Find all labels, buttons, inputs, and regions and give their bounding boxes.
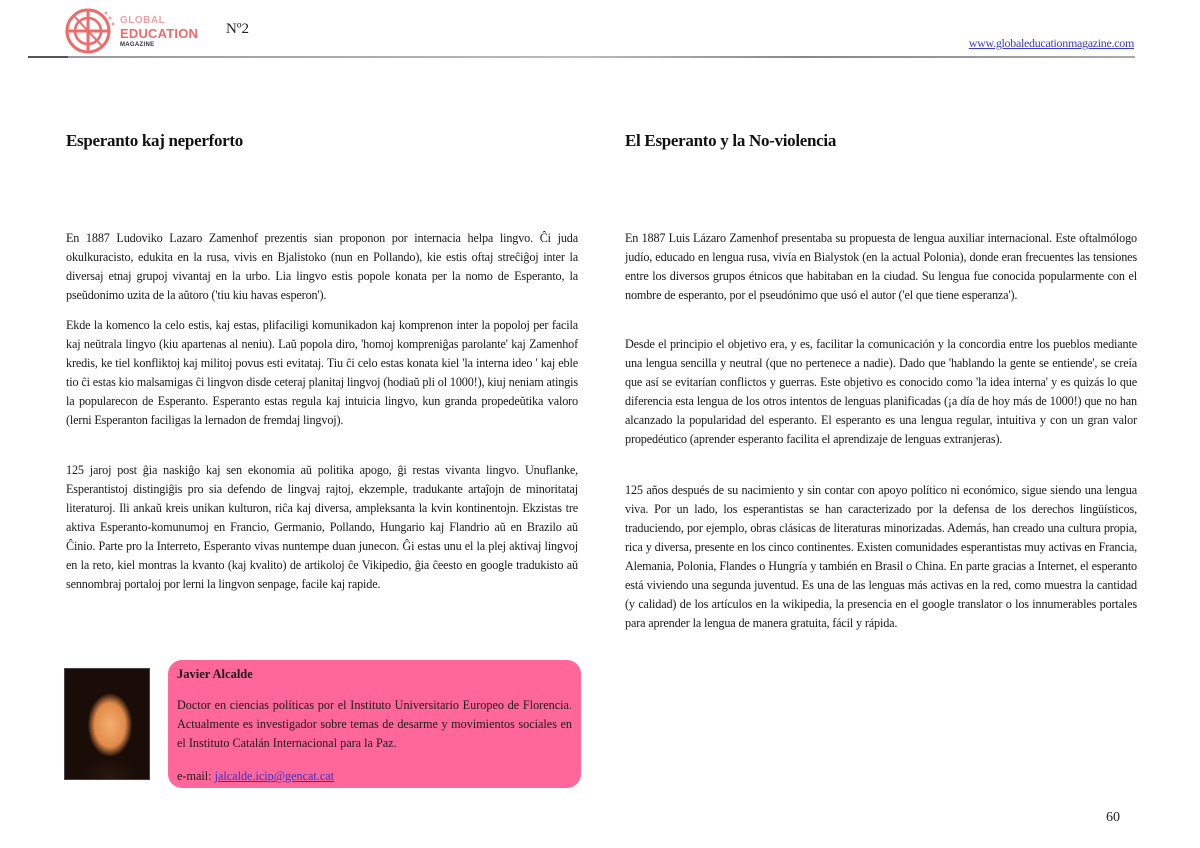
paragraph: Ekde la komenco la celo estis, kaj estas, plifaciligi komunikadon kaj komprenon inter la popoloj per facila kaj neŭtrala lingvo (kiu apartenas al neniu). Laŭ popola diro, 'homoj kompreniĝas parolante' kaj Zamenhof kredis, ke tiel konfliktoj kaj militoj povus esti evitataj. Tiu ĉi celo estas konata kiel 'la interna ideo ' kaj eble tio ĉi estas kio malsamigas ĉi lingvon disde ceteraj planitaj lingvoj (hodiaŭ pli ol 1000!), kiuj neniam atingis la popularecon de Esperanto. Esperanto estas regula kaj intuicia lingvo, kun granda propedeŭtika valoro (lerni Esperanton faciligas la lernadon de fremdaj lingvoj). — [66, 318, 578, 427]
paragraph: 125 años después de su nacimiento y sin contar con apoyo político ni económico, sigue siendo una lengua viva. Por un lado, los esperantistas se han caracterizado por la defensa de los derechos lingüísticos, traduciendo, por ejemplo, obras clásicas de literaturas minorizadas. Además, han creado una cultura propia, rica y diversa, presente en los cinco continentes. Existen comunidades esperantistas muy activas en Francia, Alemania, Polonia, Flandes o Hungría y también en Brasil o China. En parte gracias a Internet, el esperanto está viviendo una segunda juventud. Es una de las lenguas más activas en la red, como muestra la cantidad (y calidad) de los artículos en la wikipedia, la presencia en el google translator o los innumerables portales para aprender la lengua de manera gratuita, fácil y rápida. — [625, 483, 1137, 630]
paragraph: Desde el principio el objetivo era, y es, facilitar la comunicación y la concordia entre los pueblos mediante una lengua sencilla y neutral (que no pertenece a nadie). Dado que 'hablando la gente se entiende', se creía que así se evitarían conflictos y guerras. Este objetivo es conocido como 'la idea interna' y es quizás lo que diferencia esta lengua de los otros intentos de lenguas planificadas (¡a día de hoy más de 1000!) que no han alcanzado la popularidad del esperanto. El esperanto es una lengua regular, intuitiva y con un gran valor propedéutico (aprender esperanto facilita el aprendizaje de lenguas extranjeras). — [625, 337, 1137, 446]
author-name: Javier Alcalde — [177, 667, 253, 681]
author-photo — [64, 668, 150, 780]
paragraph: 125 jaroj post ĝia naskiĝo kaj sen ekonomia aŭ politika apogo, ĝi restas vivanta lingvo. Unuflanke, Esperantistoj distingiĝis pro sia defendo de lingvaj rajtoj, ekzemple, tradukante artaĵojn de minoritataj literaturoj. Ili ankaŭ kreis unikan kulturon, riĉa kaj diversa, ampleksanta la kvin kontinentojn. Ekzistas tre aktiva Esperanto-komunumoj en Francio, Germanio, Pollando, Hungario kaj Flandrio aŭ en Brazilo aŭ Ĉinio. Parte pro la Interreto, Esperanto vivas nuntempe duan junecon. Ĝi estas unu el la plej aktivaj lingvoj en la reto, kiel montras la kvanto (kaj kvalito) de artikoloj ĉe Vikipedio, ĝia ĉeesto en google tradukisto aŭ sennombraj portaloj por lerni la lingvon senpage, facile kaj rapide. — [66, 463, 578, 591]
page-number: 60 — [1106, 810, 1120, 825]
logo-text-education: EDUCATION — [120, 26, 199, 41]
article-title-esperanto: Esperanto kaj neperforto — [66, 131, 243, 150]
author-email-link[interactable]: jalcalde.icip@gencat.cat — [214, 769, 335, 783]
issue-number: Nº2 — [226, 21, 249, 37]
header-divider — [28, 56, 1135, 58]
logo-globe-icon — [64, 6, 116, 56]
author-email-line — [177, 768, 572, 784]
author-bio-box — [168, 660, 581, 788]
page-header — [0, 0, 1200, 62]
email-label: e-mail: — [177, 769, 215, 783]
logo-text-magazine: MAGAZINE — [120, 42, 155, 48]
website-link[interactable]: www.globaleducationmagazine.com — [968, 36, 1134, 50]
article-title-spanish: El Esperanto y la No-violencia — [625, 131, 837, 150]
author-bio: Doctor en ciencias políticas por el Instituto Universitario Europeo de Florencia. Actualmente es investigador sobre temas de desarme y movimientos sociales en el Instituto Catalán Internacional para la Paz. — [177, 698, 572, 750]
paragraph: En 1887 Ludoviko Lazaro Zamenhof prezentis sian proponon por internacia helpa lingvo. Ĉi juda okulkuracisto, edukita en la rusa, vivis en Bjalistoko (nun en Pollando), kie estis oftaj streĉiĝoj inter la diversaj etnaj grupoj vivantaj en la urbo. Lia lingvo estis popole konata per la nomo de Esperanto, la pseŭdonimo uzita de la aŭtoro ('tiu kiu havas esperon'). — [66, 231, 578, 302]
paragraph: En 1887 Luis Lázaro Zamenhof presentaba su propuesta de lengua auxiliar internacional. Este oftalmólogo judío, educado en lengua rusa, vivía en Bialystok (en la actual Polonia), donde eran frecuentes las tensiones entre los diversos grupos étnicos que habitaban en la ciudad. Su lengua fue conocida popularmente con el nombre de esperanto, por el pseudónimo que usó el autor ('el que tiene esperanza'). — [625, 231, 1137, 302]
logo-text-global: GLOBAL — [120, 15, 166, 26]
global-education-magazine-logo — [64, 6, 204, 56]
